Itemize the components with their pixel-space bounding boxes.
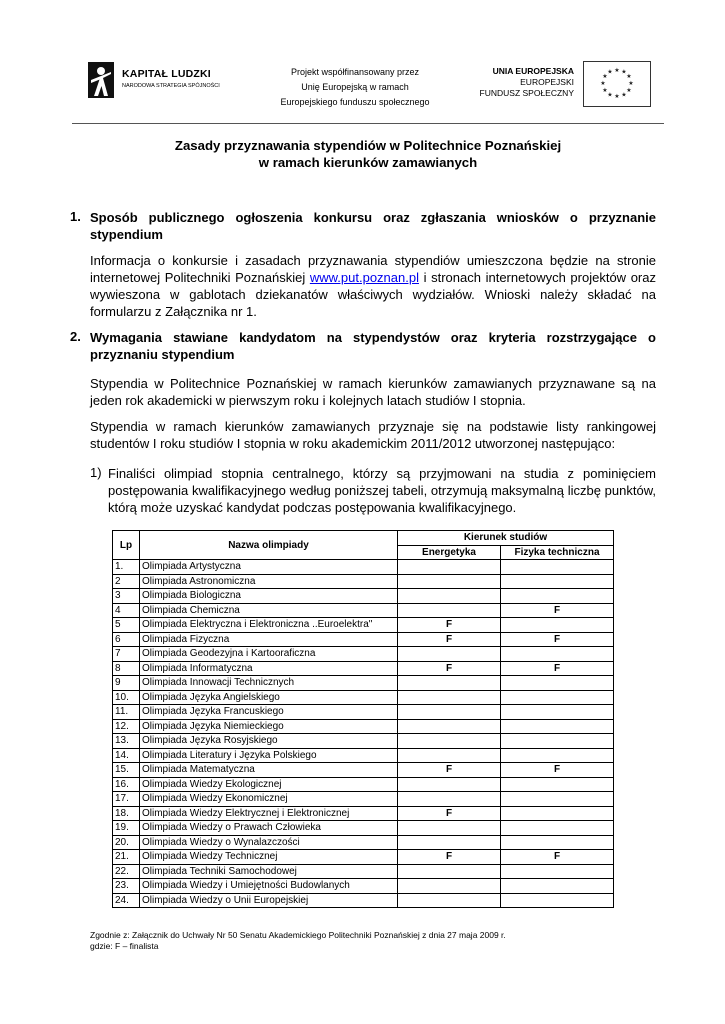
kapital-ludzki-title: KAPITAŁ LUDZKI xyxy=(122,68,211,80)
cell-energetyka: F xyxy=(398,661,501,676)
document-title xyxy=(72,137,664,171)
cell-lp: 19. xyxy=(113,821,140,836)
cell-name: Olimpiada Astronomiczna xyxy=(140,574,398,589)
cell-name: Olimpiada Techniki Samochodowej xyxy=(140,864,398,879)
cell-fizyka: F xyxy=(501,661,614,676)
svg-text:★: ★ xyxy=(626,73,632,80)
cell-fizyka xyxy=(501,560,614,575)
table-row xyxy=(113,647,614,662)
cofinancing-line-2: Unię Europejską w ramach xyxy=(301,82,409,92)
table-row xyxy=(113,777,614,792)
cell-energetyka: F xyxy=(398,850,501,865)
title-line-2: w ramach kierunków zamawianych xyxy=(258,155,478,170)
cell-energetyka: F xyxy=(398,618,501,633)
table-row xyxy=(113,792,614,807)
list-item-1-number: 1) xyxy=(90,465,102,480)
svg-text:★: ★ xyxy=(607,91,613,99)
kapital-ludzki-subtitle: NARODOWA STRATEGIA SPÓJNOŚCI xyxy=(122,83,220,89)
cell-fizyka xyxy=(501,748,614,763)
cell-lp: 15. xyxy=(113,763,140,778)
cell-name: Olimpiada Biologiczna xyxy=(140,589,398,604)
cell-name: Olimpiada Wiedzy o Prawach Człowieka xyxy=(140,821,398,836)
cell-energetyka xyxy=(398,864,501,879)
cell-energetyka: F xyxy=(398,806,501,821)
cell-fizyka xyxy=(501,893,614,908)
cell-fizyka xyxy=(501,676,614,691)
cell-energetyka: F xyxy=(398,632,501,647)
cell-energetyka xyxy=(398,574,501,589)
section-1-text-b: i stronach internetowych projektów oraz wywieszona w gablotach dziekanatów właściwych wydziałów. Wnioski należy składać na formularzu z Załącznika nr 1. xyxy=(90,270,656,319)
column-header-energetyka: Energetyka xyxy=(398,545,501,560)
eu-label-line-3: FUNDUSZ SPOŁECZNY xyxy=(479,88,574,98)
cell-lp: 14. xyxy=(113,748,140,763)
svg-text:★: ★ xyxy=(614,93,620,100)
table-row xyxy=(113,705,614,720)
cell-energetyka xyxy=(398,835,501,850)
cell-energetyka xyxy=(398,676,501,691)
svg-text:★: ★ xyxy=(600,80,606,87)
table-row xyxy=(113,632,614,647)
header-divider xyxy=(72,123,664,124)
cell-name: Olimpiada Elektryczna i Elektroniczna ..Euroelektra" xyxy=(140,618,398,633)
footnote-source: Zgodnie z: Załącznik do Uchwały Nr 50 Senatu Akademickiego Politechniki Poznańskiej z dnia 27 maja 2009 r. xyxy=(90,930,506,940)
table-row xyxy=(113,763,614,778)
cell-fizyka xyxy=(501,647,614,662)
table-row xyxy=(113,690,614,705)
cell-lp: 13. xyxy=(113,734,140,749)
svg-text:★: ★ xyxy=(602,87,608,94)
section-2-heading: Wymagania stawiane kandydatom na stypendystów oraz kryteria rozstrzygające o przyznaniu stypendium xyxy=(90,330,656,362)
cell-name: Olimpiada Chemiczna xyxy=(140,603,398,618)
cell-name: Olimpiada Geodezyjna i Kartooraficzna xyxy=(140,647,398,662)
cell-lp: 11. xyxy=(113,705,140,720)
list-item-1-text: Finaliści olimpiad stopnia centralnego, którzy są przyjmowani na studia z pominięciem postępowania kwalifikacyjnego według poniższej tabeli, otrzymują maksymalną liczbę punktów, którą może uzyskać kandydat podczas postępowania kwalifikacyjnego. xyxy=(108,466,656,515)
cell-fizyka xyxy=(501,705,614,720)
cell-lp: 17. xyxy=(113,792,140,807)
cell-fizyka xyxy=(501,864,614,879)
cell-fizyka xyxy=(501,574,614,589)
cell-name: Olimpiada Wiedzy i Umiejętności Budowlanych xyxy=(140,879,398,894)
svg-text:★: ★ xyxy=(614,67,620,74)
cell-name: Olimpiada Wiedzy Elektrycznej i Elektronicznej xyxy=(140,806,398,821)
cell-energetyka xyxy=(398,647,501,662)
title-line-1: Zasady przyznawania stypendiów w Politechnice Poznańskiej xyxy=(174,138,562,153)
cell-lp: 7 xyxy=(113,647,140,662)
cell-fizyka xyxy=(501,821,614,836)
cell-lp: 8 xyxy=(113,661,140,676)
cell-fizyka xyxy=(501,734,614,749)
cell-name: Olimpiada Języka Francuskiego xyxy=(140,705,398,720)
cofinancing-note xyxy=(255,65,455,110)
cell-fizyka: F xyxy=(501,850,614,865)
olympiad-table xyxy=(112,530,614,908)
table-row xyxy=(113,589,614,604)
cell-energetyka: F xyxy=(398,763,501,778)
table-row xyxy=(113,864,614,879)
table-row xyxy=(113,821,614,836)
cell-name: Olimpiada Języka Niemieckiego xyxy=(140,719,398,734)
cell-energetyka xyxy=(398,879,501,894)
cell-lp: 22. xyxy=(113,864,140,879)
cell-lp: 10. xyxy=(113,690,140,705)
svg-text:★: ★ xyxy=(628,80,634,87)
cell-lp: 12. xyxy=(113,719,140,734)
svg-text:★: ★ xyxy=(626,87,632,94)
section-2-paragraph-1: Stypendia w Politechnice Poznańskiej w ramach kierunków zamawianych przyznawane są na jeden rok akademicki w pierwszym roku i kolejnych latach studiów I stopnia. xyxy=(90,376,656,408)
table-row xyxy=(113,806,614,821)
cell-fizyka xyxy=(501,806,614,821)
cell-energetyka xyxy=(398,893,501,908)
section-1-text-a: Informacja o konkursie i zasadach przyznawania stypendiów umieszczona będzie na stronie internetowej Politechniki Poznańskiej xyxy=(90,253,656,285)
table-row xyxy=(113,618,614,633)
footnote-legend: gdzie: F – finalista xyxy=(90,941,159,951)
column-header-name: Nazwa olimpiady xyxy=(140,531,398,560)
cell-lp: 3 xyxy=(113,589,140,604)
cell-name: Olimpiada Wiedzy o Unii Europejskiej xyxy=(140,893,398,908)
eu-fund-label xyxy=(470,66,574,99)
cell-fizyka xyxy=(501,792,614,807)
svg-text:★: ★ xyxy=(602,73,608,80)
eu-label-line-2: EUROPEJSKI xyxy=(520,77,574,87)
table-row xyxy=(113,574,614,589)
cell-name: Olimpiada Innowacji Technicznych xyxy=(140,676,398,691)
cell-name: Olimpiada Języka Rosyjskiego xyxy=(140,734,398,749)
cell-fizyka xyxy=(501,777,614,792)
section-1-paragraph xyxy=(90,252,656,320)
cell-fizyka: F xyxy=(501,763,614,778)
cofinancing-line-3: Europejskiego funduszu społecznego xyxy=(280,97,430,107)
cell-energetyka xyxy=(398,734,501,749)
cell-energetyka xyxy=(398,777,501,792)
cell-lp: 20. xyxy=(113,835,140,850)
svg-text:★: ★ xyxy=(621,91,627,99)
cell-fizyka xyxy=(501,879,614,894)
cell-energetyka xyxy=(398,821,501,836)
cell-lp: 24. xyxy=(113,893,140,908)
cell-lp: 9 xyxy=(113,676,140,691)
cell-name: Olimpiada Wiedzy Ekologicznej xyxy=(140,777,398,792)
cell-lp: 2 xyxy=(113,574,140,589)
cell-energetyka xyxy=(398,603,501,618)
table-row xyxy=(113,560,614,575)
cofinancing-line-1: Projekt współfinansowany przez xyxy=(290,67,420,77)
section-1-heading: Sposób publicznego ogłoszenia konkursu oraz zgłaszania wniosków o przyznanie stypendium xyxy=(90,210,656,242)
table-row xyxy=(113,835,614,850)
cell-energetyka xyxy=(398,792,501,807)
table-row xyxy=(113,850,614,865)
cell-energetyka xyxy=(398,560,501,575)
cell-lp: 6 xyxy=(113,632,140,647)
eu-flag-icon xyxy=(583,61,651,107)
cell-lp: 5 xyxy=(113,618,140,633)
table-row xyxy=(113,734,614,749)
cell-fizyka xyxy=(501,589,614,604)
cell-name: Olimpiada Literatury i Języka Polskiego xyxy=(140,748,398,763)
kapital-ludzki-emblem-icon xyxy=(86,60,116,100)
put-website-link[interactable]: www.put.poznan.pl xyxy=(309,270,419,285)
column-group-header: Kierunek studiów xyxy=(398,531,614,546)
cell-lp: 23. xyxy=(113,879,140,894)
cell-lp: 4 xyxy=(113,603,140,618)
section-2-number: 2. xyxy=(70,329,81,344)
table-row xyxy=(113,748,614,763)
cell-energetyka xyxy=(398,690,501,705)
cell-energetyka xyxy=(398,748,501,763)
column-header-fizyka: Fizyka techniczna xyxy=(501,545,614,560)
table-footnote xyxy=(90,930,506,952)
cell-name: Olimpiada Języka Angielskiego xyxy=(140,690,398,705)
svg-text:★: ★ xyxy=(621,68,627,76)
table-row xyxy=(113,603,614,618)
olympiad-table-body xyxy=(113,560,614,908)
cell-name: Olimpiada Wiedzy o Wynalazczości xyxy=(140,835,398,850)
cell-energetyka xyxy=(398,719,501,734)
table-row xyxy=(113,879,614,894)
cell-lp: 16. xyxy=(113,777,140,792)
svg-text:★: ★ xyxy=(607,68,613,76)
cell-fizyka xyxy=(501,618,614,633)
cell-energetyka xyxy=(398,589,501,604)
cell-energetyka xyxy=(398,705,501,720)
cell-lp: 21. xyxy=(113,850,140,865)
section-2-paragraph-2: Stypendia w ramach kierunków zamawianych przyznaje się na podstawie listy rankingowej studentów I roku studiów I stopnia w roku akademickim 2011/2012 utworzonej następująco: xyxy=(90,419,656,451)
column-header-lp: Lp xyxy=(113,531,140,560)
cell-fizyka xyxy=(501,690,614,705)
eu-label-line-1: UNIA EUROPEJSKA xyxy=(492,66,574,76)
cell-lp: 18. xyxy=(113,806,140,821)
table-row xyxy=(113,676,614,691)
cell-name: Olimpiada Wiedzy Technicznej xyxy=(140,850,398,865)
table-row xyxy=(113,893,614,908)
cell-fizyka xyxy=(501,835,614,850)
cell-name: Olimpiada Artystyczna xyxy=(140,560,398,575)
table-row xyxy=(113,661,614,676)
cell-fizyka: F xyxy=(501,632,614,647)
kapital-ludzki-logo xyxy=(86,60,220,102)
cell-name: Olimpiada Informatyczna xyxy=(140,661,398,676)
section-1-number: 1. xyxy=(70,209,81,224)
cell-fizyka: F xyxy=(501,603,614,618)
cell-lp: 1. xyxy=(113,560,140,575)
cell-name: Olimpiada Wiedzy Ekonomicznej xyxy=(140,792,398,807)
table-row xyxy=(113,719,614,734)
cell-name: Olimpiada Fizyczna xyxy=(140,632,398,647)
cell-fizyka xyxy=(501,719,614,734)
cell-name: Olimpiada Matematyczna xyxy=(140,763,398,778)
